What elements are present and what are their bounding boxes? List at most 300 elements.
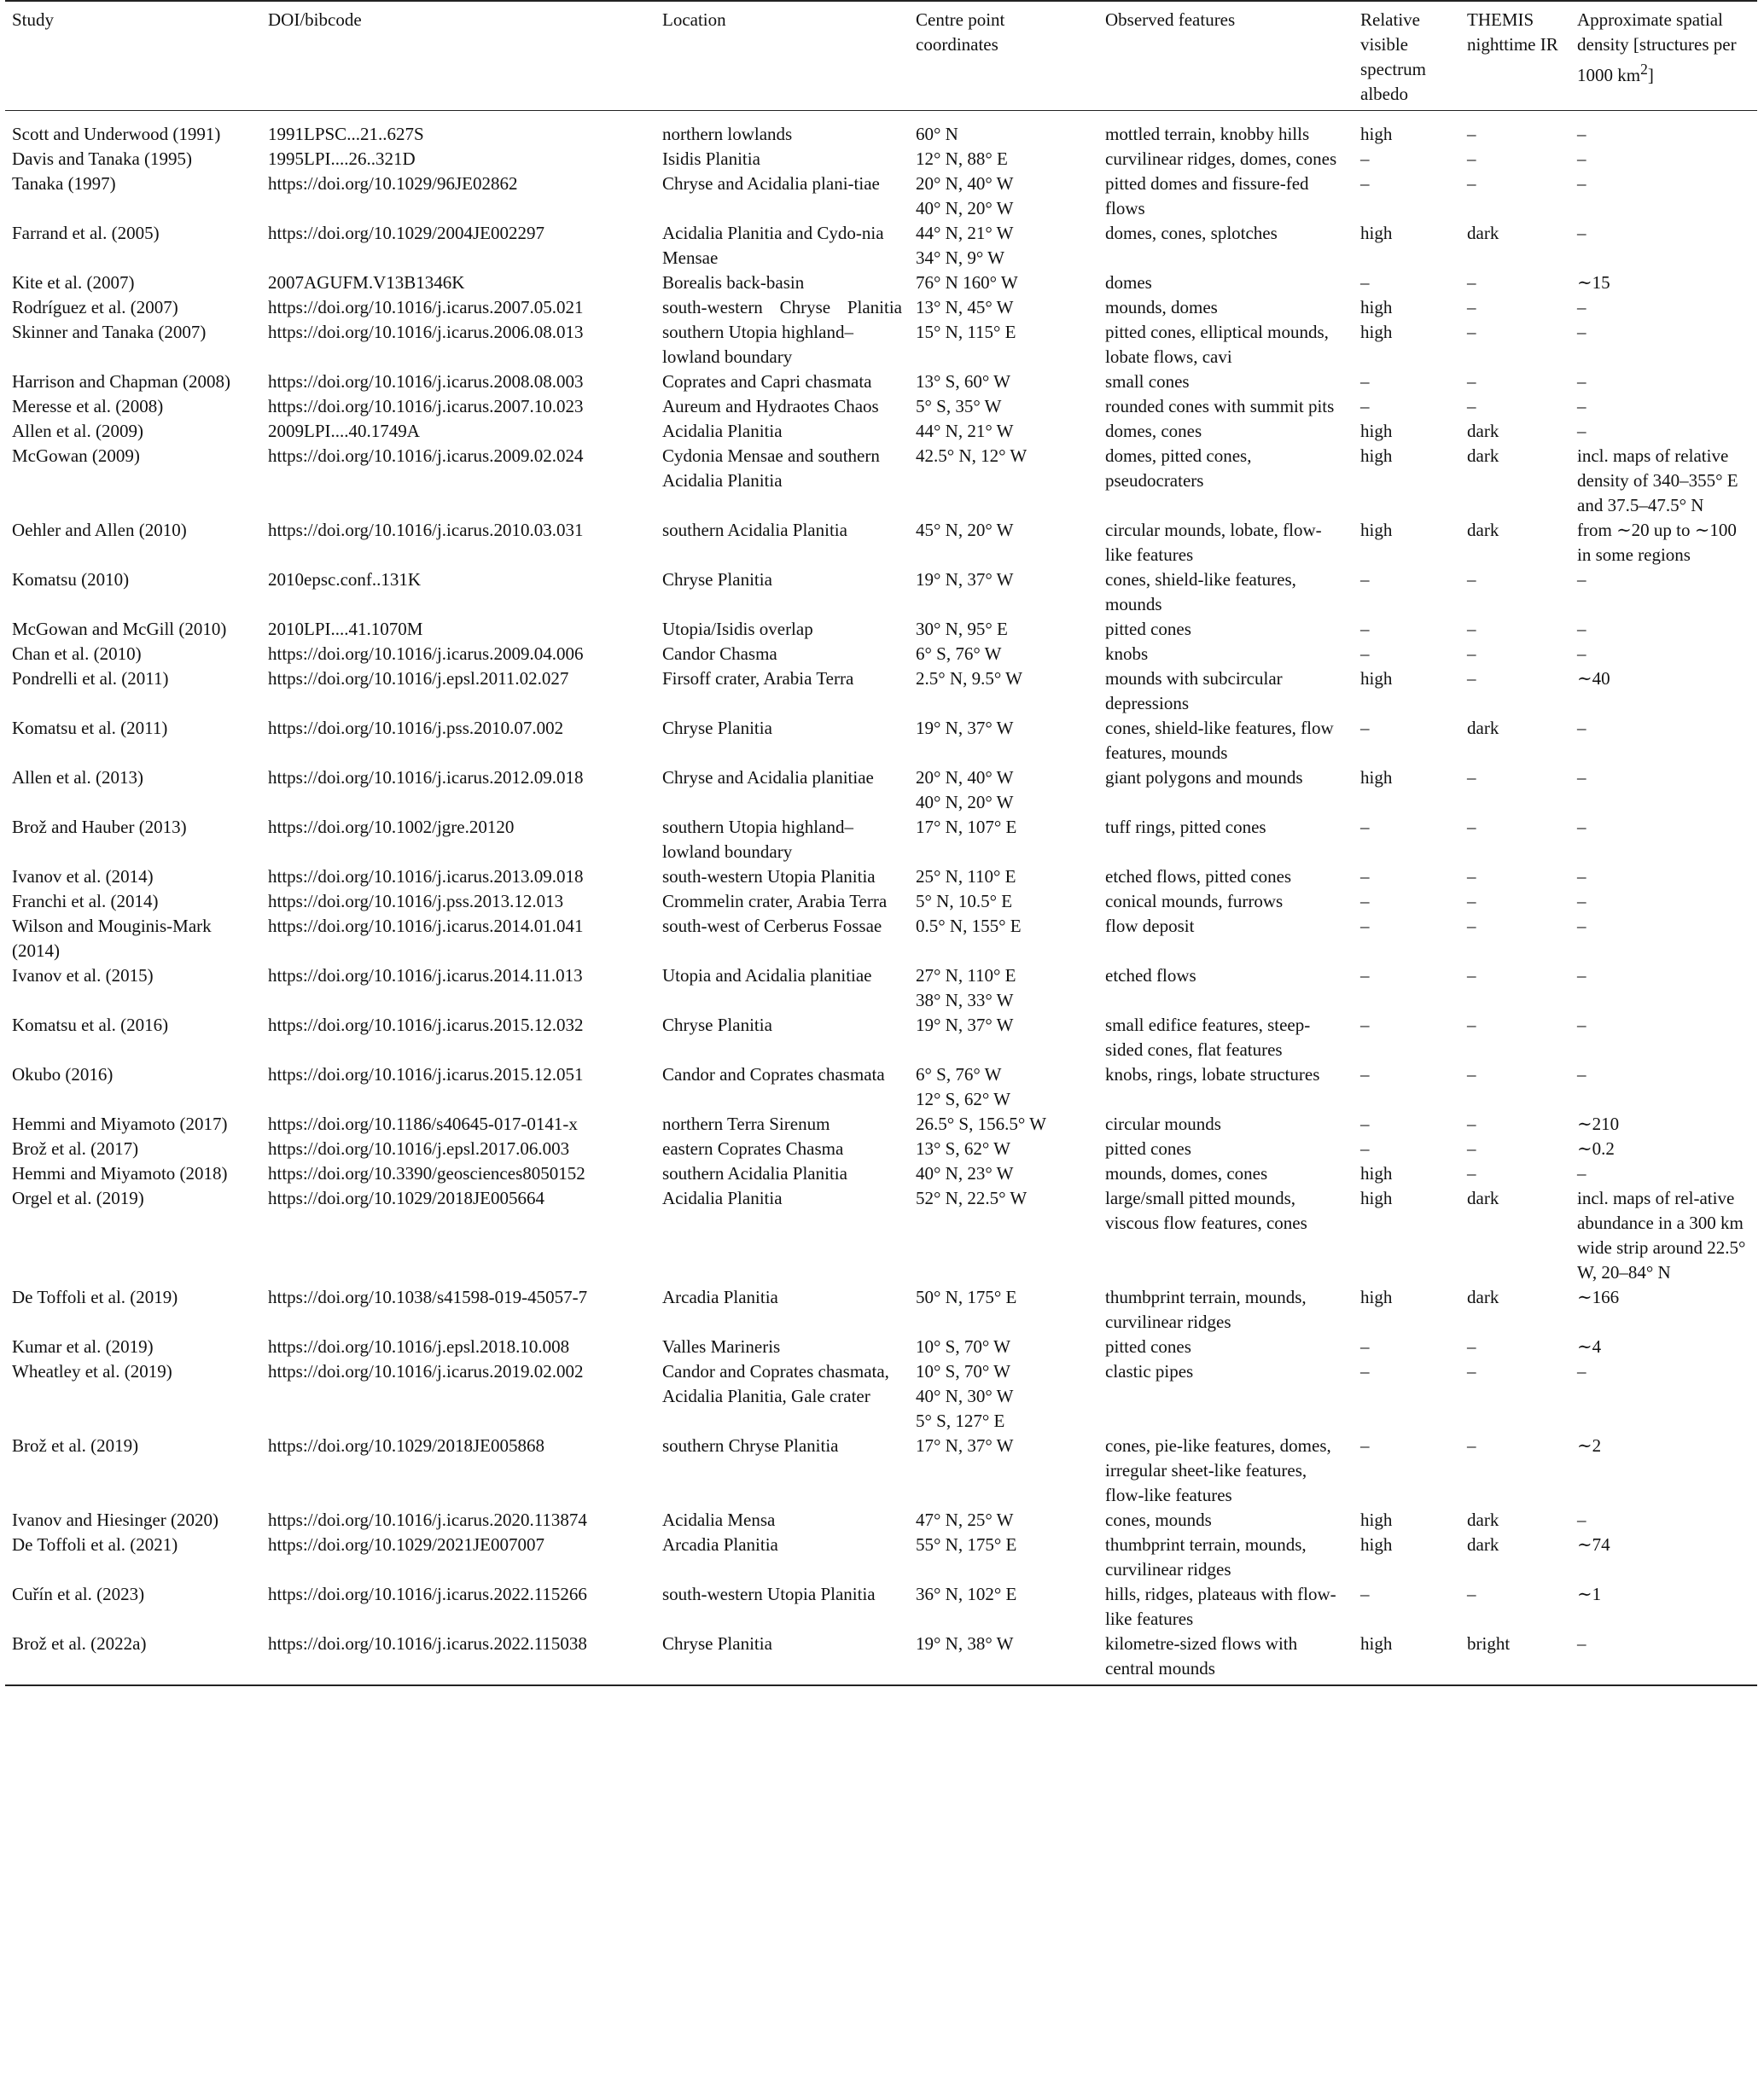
- cell-location: Chryse Planitia: [662, 1014, 772, 1035]
- table-row: [5, 666, 1757, 716]
- header-location: Location: [655, 1, 909, 110]
- cell-features: clastic pipes: [1105, 1360, 1194, 1382]
- cell-themis: dark: [1467, 1533, 1499, 1555]
- table-row: [5, 518, 1757, 567]
- cell-study: Brož and Hauber (2013): [12, 816, 187, 837]
- cell-study: Wheatley et al. (2019): [12, 1360, 172, 1382]
- cell-doi: https://doi.org/10.1016/j.icarus.2007.10.023: [268, 395, 584, 416]
- cell-study: Allen et al. (2013): [12, 766, 143, 788]
- table-row: [5, 1632, 1757, 1685]
- cell-themis: dark: [1467, 717, 1499, 738]
- cell-coordinates: 47° N, 25° W: [916, 1509, 1014, 1530]
- cell-density: –: [1577, 915, 1586, 936]
- header-row: [5, 1, 1757, 110]
- cell-density: –: [1577, 123, 1586, 144]
- cell-themis: –: [1467, 1063, 1476, 1085]
- cell-features: pitted cones: [1105, 618, 1191, 639]
- cell-features: mounds with subcircular depressions: [1105, 667, 1283, 713]
- table-row: [5, 320, 1757, 369]
- cell-coordinates: 40° N, 23° W: [916, 1162, 1014, 1184]
- table-row: [5, 1434, 1757, 1508]
- cell-features: curvilinear ridges, domes, cones: [1105, 148, 1337, 169]
- table-row: [5, 1582, 1757, 1632]
- table-row: [5, 1335, 1757, 1359]
- cell-doi: https://doi.org/10.1016/j.icarus.2010.03.031: [268, 519, 584, 540]
- cell-study: Skinner and Tanaka (2007): [12, 321, 207, 342]
- cell-albedo: –: [1360, 1360, 1370, 1382]
- cell-location: northern lowlands: [662, 123, 793, 144]
- cell-albedo: –: [1360, 271, 1370, 293]
- cell-location: Chryse Planitia: [655, 1632, 909, 1685]
- cell-albedo: high: [1360, 321, 1393, 342]
- cell-density: –: [1577, 568, 1586, 590]
- table-row: [5, 147, 1757, 172]
- table-row: [5, 419, 1757, 444]
- cell-doi: https://doi.org/10.1016/j.icarus.2007.05.021: [268, 296, 584, 317]
- cell-density: –: [1577, 1360, 1586, 1382]
- cell-density: –: [1577, 370, 1586, 392]
- cell-themis: –: [1467, 1583, 1476, 1604]
- cell-features: pitted cones, elliptical mounds, lobate flows, cavi: [1105, 321, 1329, 367]
- cell-coordinates: 52° N, 22.5° W: [916, 1187, 1028, 1208]
- cell-features: knobs: [1105, 643, 1149, 664]
- cell-themis: –: [1467, 618, 1476, 639]
- cell-density: incl. maps of relative density of 340–355° E and 37.5–47.5° N: [1577, 445, 1738, 515]
- cell-location: Aureum and Hydraotes Chaos: [662, 395, 879, 416]
- cell-features: pitted cones: [1105, 1138, 1191, 1159]
- cell-features: etched flows: [1105, 964, 1196, 986]
- cell-doi: https://doi.org/10.1029/2018JE005664: [268, 1187, 544, 1208]
- cell-density: –: [1577, 618, 1586, 639]
- cell-study: Orgel et al. (2019): [12, 1187, 144, 1208]
- cell-themis: –: [1467, 816, 1476, 837]
- cell-albedo: –: [1360, 148, 1370, 169]
- cell-albedo: –: [1360, 370, 1370, 392]
- cell-doi: https://doi.org/10.1186/s40645-017-0141-x: [268, 1113, 578, 1134]
- cell-density: –: [1577, 1509, 1586, 1530]
- cell-location: Crommelin crater, Arabia Terra: [662, 890, 888, 911]
- table-row: [5, 295, 1757, 320]
- cell-features: domes, cones: [1105, 420, 1202, 441]
- cell-themis: bright: [1460, 1632, 1570, 1685]
- cell-density: incl. maps of rel-ative abundance in a 300 km wide strip around 22.5° W, 20–84° N: [1577, 1187, 1746, 1283]
- cell-density: ∼0.2: [1577, 1138, 1615, 1159]
- table-row: [5, 963, 1757, 1013]
- cell-density: –: [1577, 643, 1586, 664]
- cell-study: Okubo (2016): [12, 1063, 114, 1085]
- cell-features: large/small pitted mounds, viscous flow features, cones: [1105, 1187, 1307, 1233]
- cell-location: Acidalia Planitia: [662, 420, 783, 441]
- cell-albedo: –: [1360, 643, 1370, 664]
- cell-density: –: [1577, 816, 1586, 837]
- cell-themis: –: [1467, 964, 1476, 986]
- cell-coordinates: 15° N, 115° E: [916, 321, 1016, 342]
- cell-coordinates: 30° N, 95° E: [916, 618, 1008, 639]
- cell-study: Davis and Tanaka (1995): [12, 148, 192, 169]
- cell-density: –: [1577, 321, 1586, 342]
- cell-features: mounds, domes, cones: [1105, 1162, 1268, 1184]
- cell-location: southern Acidalia Planitia: [662, 1162, 847, 1184]
- header-themis: THEMIS nighttime IR: [1460, 1, 1570, 110]
- cell-albedo: high: [1360, 123, 1393, 144]
- table-row: [5, 369, 1757, 394]
- cell-doi: https://doi.org/10.1016/j.icarus.2022.115266: [268, 1583, 587, 1604]
- cell-coordinates: 10° S, 70° W 40° N, 30° W 5° S, 127° E: [916, 1360, 1014, 1431]
- cell-albedo: high: [1360, 296, 1393, 317]
- cell-location: south-western Chryse Planitia: [662, 296, 902, 317]
- cell-study: Rodríguez et al. (2007): [12, 296, 178, 317]
- table-row: [5, 1533, 1757, 1582]
- cell-doi: https://doi.org/10.1016/j.icarus.2015.12.051: [268, 1063, 584, 1085]
- cell-location: southern Acidalia Planitia: [662, 519, 847, 540]
- cell-density: –: [1577, 865, 1586, 887]
- cell-location: Valles Marineris: [662, 1335, 781, 1357]
- cell-coordinates: 13° N, 45° W: [916, 296, 1014, 317]
- cell-doi: 2010epsc.conf..131K: [268, 568, 422, 590]
- cell-coordinates: 44° N, 21° W 34° N, 9° W: [916, 222, 1014, 268]
- cell-themis: –: [1467, 172, 1476, 194]
- cell-density: –: [1577, 172, 1586, 194]
- cell-location: Chryse and Acidalia planitiae: [662, 766, 874, 788]
- cell-density: ∼74: [1577, 1533, 1610, 1555]
- cell-themis: –: [1467, 1138, 1476, 1159]
- cell-density: –: [1577, 1063, 1586, 1085]
- cell-coordinates: 19° N, 37° W: [916, 1014, 1014, 1035]
- cell-albedo: high: [1360, 1187, 1393, 1208]
- cell-albedo: –: [1360, 1014, 1370, 1035]
- cell-study: De Toffoli et al. (2019): [12, 1286, 178, 1307]
- cell-study: Ivanov et al. (2015): [12, 964, 154, 986]
- cell-location: southern Utopia highland–lowland boundary: [662, 816, 853, 862]
- cell-doi: https://doi.org/10.1016/j.icarus.2014.11.013: [268, 964, 583, 986]
- cell-doi: https://doi.org/10.1016/j.epsl.2017.06.003: [268, 1138, 570, 1159]
- table-row: [5, 1186, 1757, 1285]
- cell-coordinates: 17° N, 37° W: [916, 1434, 1014, 1456]
- cell-doi: https://doi.org/10.1029/2021JE007007: [268, 1533, 544, 1555]
- cell-albedo: –: [1360, 1583, 1370, 1604]
- cell-albedo: high: [1360, 1162, 1393, 1184]
- table-row: [5, 110, 1757, 147]
- table-row: [5, 1062, 1757, 1112]
- cell-themis: –: [1467, 915, 1476, 936]
- cell-density: –: [1577, 717, 1586, 738]
- cell-albedo: –: [1360, 865, 1370, 887]
- cell-features: etched flows, pitted cones: [1105, 865, 1292, 887]
- cell-study: Hemmi and Miyamoto (2017): [12, 1113, 228, 1134]
- cell-study: Kumar et al. (2019): [12, 1335, 154, 1357]
- cell-study: De Toffoli et al. (2021): [12, 1533, 178, 1555]
- table-row: [5, 1013, 1757, 1062]
- cell-coordinates: 44° N, 21° W: [916, 420, 1014, 441]
- cell-doi: https://doi.org/10.1016/j.epsl.2018.10.008: [268, 1335, 570, 1357]
- cell-location: Arcadia Planitia: [662, 1286, 778, 1307]
- cell-study: McGowan and McGill (2010): [12, 618, 227, 639]
- cell-albedo: high: [1354, 1632, 1460, 1685]
- table-row: [5, 1508, 1757, 1533]
- cell-doi: https://doi.org/10.3390/geosciences8050152: [268, 1162, 585, 1184]
- cell-albedo: –: [1360, 890, 1370, 911]
- cell-density: –: [1577, 890, 1586, 911]
- cell-location: Candor and Coprates chasmata, Acidalia Planitia, Gale crater: [662, 1360, 889, 1406]
- cell-features: rounded cones with summit pits: [1105, 395, 1335, 416]
- table-row: [5, 914, 1757, 963]
- cell-albedo: high: [1360, 519, 1393, 540]
- header-coordinates: Centre point coordinates: [909, 1, 1098, 110]
- cell-doi: https://doi.org/10.1016/j.pss.2013.12.013: [268, 890, 564, 911]
- header-density-text: Approximate spatial density [structures per 1000 km: [1577, 9, 1737, 85]
- table-body: [5, 110, 1757, 1685]
- cell-study: Harrison and Chapman (2008): [12, 370, 231, 392]
- cell-albedo: high: [1360, 766, 1393, 788]
- cell-albedo: –: [1360, 568, 1370, 590]
- cell-features: thumbprint terrain, mounds, curvilinear ridges: [1105, 1533, 1307, 1580]
- header-features: Observed features: [1098, 1, 1354, 110]
- table-row: [5, 221, 1757, 271]
- cell-albedo: –: [1360, 1138, 1370, 1159]
- cell-location: Chryse and Acidalia plani-tiae: [662, 172, 880, 194]
- cell-albedo: high: [1360, 1286, 1393, 1307]
- cell-themis: –: [1467, 568, 1476, 590]
- cell-coordinates: 76° N 160° W: [916, 271, 1018, 293]
- table-row: [5, 444, 1757, 518]
- cell-albedo: high: [1360, 420, 1393, 441]
- cell-features: circular mounds: [1105, 1113, 1221, 1134]
- cell-features: flow deposit: [1105, 915, 1195, 936]
- cell-themis: dark: [1467, 420, 1499, 441]
- cell-themis: dark: [1467, 1187, 1499, 1208]
- cell-study: Franchi et al. (2014): [12, 890, 159, 911]
- cell-location: Chryse Planitia: [662, 717, 772, 738]
- cell-density: –: [1577, 420, 1586, 441]
- cell-location: south-western Utopia Planitia: [662, 1583, 876, 1604]
- table-row: [5, 1285, 1757, 1335]
- cell-albedo: –: [1360, 915, 1370, 936]
- table-row: [5, 642, 1757, 666]
- cell-doi: https://doi.org/10.1016/j.icarus.2008.08.003: [268, 370, 584, 392]
- cell-density: ∼15: [1577, 271, 1610, 293]
- cell-coordinates: 20° N, 40° W 40° N, 20° W: [916, 766, 1014, 812]
- cell-coordinates: 5° N, 10.5° E: [916, 890, 1013, 911]
- cell-features: small edifice features, steep-sided cones, flat features: [1105, 1014, 1311, 1060]
- cell-albedo: high: [1360, 667, 1393, 689]
- cell-coordinates: 10° S, 70° W: [916, 1335, 1010, 1357]
- cell-study: Farrand et al. (2005): [12, 222, 160, 243]
- cell-study: Wilson and Mouginis-Mark (2014): [12, 915, 212, 961]
- cell-doi: https://doi.org/10.1016/j.icarus.2019.02.002: [268, 1360, 584, 1382]
- cell-doi: https://doi.org/10.1016/j.icarus.2006.08.013: [268, 321, 584, 342]
- table-row: [5, 889, 1757, 914]
- cell-themis: –: [1467, 321, 1476, 342]
- cell-features: cones, shield-like features, mounds: [1105, 568, 1296, 614]
- cell-location: Chryse Planitia: [662, 568, 772, 590]
- cell-coordinates: 12° N, 88° E: [916, 148, 1008, 169]
- cell-density: ∼40: [1577, 667, 1610, 689]
- cell-location: eastern Coprates Chasma: [662, 1138, 844, 1159]
- cell-location: Candor Chasma: [662, 643, 777, 664]
- cell-themis: –: [1467, 148, 1476, 169]
- cell-location: southern Utopia highland–lowland boundary: [662, 321, 853, 367]
- cell-doi: https://doi.org/10.1029/2004JE002297: [268, 222, 544, 243]
- cell-coordinates: 6° S, 76° W: [916, 643, 1002, 664]
- cell-location: south-western Utopia Planitia: [662, 865, 876, 887]
- cell-albedo: high: [1360, 1509, 1393, 1530]
- cell-coordinates: 0.5° N, 155° E: [916, 915, 1022, 936]
- cell-doi: 2007AGUFM.V13B1346K: [268, 271, 465, 293]
- cell-density: –: [1577, 1162, 1586, 1184]
- cell-study: Brož et al. (2017): [12, 1138, 139, 1159]
- cell-study: Ivanov and Hiesinger (2020): [12, 1509, 219, 1530]
- cell-doi: https://doi.org/10.1002/jgre.20120: [268, 816, 515, 837]
- cell-features: domes: [1105, 271, 1152, 293]
- cell-themis: –: [1467, 1014, 1476, 1035]
- cell-study: Tanaka (1997): [12, 172, 116, 194]
- cell-location: Acidalia Mensa: [662, 1509, 776, 1530]
- cell-density: –: [1577, 296, 1586, 317]
- table-row: [5, 394, 1757, 419]
- cell-doi: https://doi.org/10.1016/j.icarus.2014.01.041: [268, 915, 584, 936]
- cell-albedo: –: [1360, 395, 1370, 416]
- cell-coordinates: 55° N, 175° E: [916, 1533, 1017, 1555]
- cell-albedo: high: [1360, 1533, 1393, 1555]
- cell-doi: https://doi.org/10.1029/2018JE005868: [268, 1434, 544, 1456]
- cell-density: –: [1577, 964, 1586, 986]
- cell-location: Cydonia Mensae and southern Acidalia Planitia: [662, 445, 880, 491]
- cell-features: cones, shield-like features, flow features, mounds: [1105, 717, 1334, 763]
- table-row: [5, 864, 1757, 889]
- cell-coordinates: 19° N, 37° W: [916, 568, 1014, 590]
- table-row: [5, 1359, 1757, 1434]
- table-row: [5, 765, 1757, 815]
- cell-coordinates: 20° N, 40° W 40° N, 20° W: [916, 172, 1014, 218]
- cell-features: small cones: [1105, 370, 1190, 392]
- cell-themis: –: [1467, 370, 1476, 392]
- cell-coordinates: 42.5° N, 12° W: [916, 445, 1028, 466]
- cell-themis: –: [1467, 1162, 1476, 1184]
- cell-features: pitted domes and fissure-fed flows: [1105, 172, 1309, 218]
- cell-coordinates: 27° N, 110° E 38° N, 33° W: [916, 964, 1016, 1010]
- cell-study: Komatsu (2010): [12, 568, 130, 590]
- cell-location: Candor and Coprates chasmata: [662, 1063, 885, 1085]
- cell-coordinates: 45° N, 20° W: [916, 519, 1014, 540]
- cell-themis: dark: [1467, 222, 1499, 243]
- cell-features: domes, cones, splotches: [1105, 222, 1278, 243]
- studies-table: [5, 0, 1757, 1686]
- table-row: [5, 1137, 1757, 1161]
- cell-study: Oehler and Allen (2010): [12, 519, 187, 540]
- header-doi: DOI/bibcode: [261, 1, 655, 110]
- cell-themis: –: [1467, 1335, 1476, 1357]
- cell-doi: 2009LPI....40.1749A: [268, 420, 420, 441]
- cell-location: southern Chryse Planitia: [662, 1434, 839, 1456]
- cell-study: Brož et al. (2019): [12, 1434, 139, 1456]
- cell-doi: https://doi.org/10.1016/j.icarus.2020.113874: [268, 1509, 587, 1530]
- table-header: [5, 1, 1757, 110]
- cell-doi: https://doi.org/10.1016/j.icarus.2013.09.018: [268, 865, 584, 887]
- cell-density: –: [1577, 766, 1586, 788]
- cell-study: Chan et al. (2010): [12, 643, 142, 664]
- cell-study: Hemmi and Miyamoto (2018): [12, 1162, 228, 1184]
- cell-features: knobs, rings, lobate structures: [1105, 1063, 1320, 1085]
- cell-study: Komatsu et al. (2011): [12, 717, 168, 738]
- cell-coordinates: 5° S, 35° W: [916, 395, 1002, 416]
- cell-density: ∼2: [1577, 1434, 1602, 1456]
- cell-density: –: [1577, 148, 1586, 169]
- cell-albedo: –: [1360, 172, 1370, 194]
- cell-albedo: high: [1360, 445, 1393, 466]
- cell-features: cones, pie-like features, domes, irregular sheet-like features, flow-like features: [1105, 1434, 1331, 1505]
- cell-themis: –: [1467, 766, 1476, 788]
- table-row: [5, 815, 1757, 864]
- table-row: [5, 172, 1757, 221]
- cell-features: domes, pitted cones, pseudocraters: [1105, 445, 1252, 491]
- cell-density: –: [1577, 222, 1586, 243]
- cell-albedo: –: [1360, 1063, 1370, 1085]
- cell-doi: https://doi.org/10.1016/j.icarus.2022.115038: [261, 1632, 655, 1685]
- cell-density: –: [1577, 1014, 1586, 1035]
- cell-themis: dark: [1467, 1509, 1499, 1530]
- cell-location: Firsoff crater, Arabia Terra: [662, 667, 854, 689]
- cell-coordinates: 60° N: [916, 123, 958, 144]
- cell-location: Arcadia Planitia: [662, 1533, 778, 1555]
- header-density-exponent: 2: [1640, 61, 1648, 78]
- cell-themis: dark: [1467, 1286, 1499, 1307]
- cell-albedo: –: [1360, 618, 1370, 639]
- cell-features: cones, mounds: [1105, 1509, 1212, 1530]
- cell-density: from ∼20 up to ∼100 in some regions: [1577, 519, 1737, 565]
- cell-features: giant polygons and mounds: [1105, 766, 1303, 788]
- cell-coordinates: 13° S, 62° W: [916, 1138, 1010, 1159]
- cell-study: Cuřín et al. (2023): [12, 1583, 145, 1604]
- cell-themis: –: [1467, 395, 1476, 416]
- cell-location: Isidis Planitia: [662, 148, 760, 169]
- cell-doi: https://doi.org/10.1029/96JE02862: [268, 172, 518, 194]
- cell-study: Brož et al. (2022a): [5, 1632, 261, 1685]
- cell-albedo: –: [1360, 717, 1370, 738]
- cell-features: pitted cones: [1105, 1335, 1191, 1357]
- cell-albedo: –: [1360, 1113, 1370, 1134]
- cell-doi: https://doi.org/10.1016/j.icarus.2009.04.006: [268, 643, 584, 664]
- cell-coordinates: 26.5° S, 156.5° W: [916, 1113, 1046, 1134]
- cell-location: south-west of Cerberus Fossae: [662, 915, 882, 936]
- cell-themis: –: [1467, 667, 1476, 689]
- cell-features: circular mounds, lobate, flow-like features: [1105, 519, 1322, 565]
- cell-doi: https://doi.org/10.1016/j.icarus.2012.09.018: [268, 766, 584, 788]
- cell-themis: dark: [1467, 519, 1499, 540]
- cell-location: Utopia/Isidis overlap: [662, 618, 813, 639]
- cell-themis: –: [1467, 123, 1476, 144]
- cell-coordinates: 25° N, 110° E: [916, 865, 1016, 887]
- cell-density: ∼4: [1577, 1335, 1602, 1357]
- cell-location: Utopia and Acidalia planitiae: [662, 964, 872, 986]
- cell-coordinates: 19° N, 37° W: [916, 717, 1014, 738]
- cell-coordinates: 50° N, 175° E: [916, 1286, 1017, 1307]
- header-study: Study: [5, 1, 261, 110]
- table-row: [5, 567, 1757, 617]
- cell-study: Ivanov et al. (2014): [12, 865, 154, 887]
- cell-study: Kite et al. (2007): [12, 271, 135, 293]
- cell-doi: https://doi.org/10.1016/j.icarus.2015.12.032: [268, 1014, 584, 1035]
- cell-location: Coprates and Capri chasmata: [662, 370, 872, 392]
- cell-coordinates: 6° S, 76° W 12° S, 62° W: [916, 1063, 1010, 1109]
- cell-albedo: –: [1360, 1335, 1370, 1357]
- cell-study: Allen et al. (2009): [12, 420, 143, 441]
- table-row: [5, 716, 1757, 765]
- cell-location: Acidalia Planitia: [662, 1187, 783, 1208]
- cell-doi: 2010LPI....41.1070M: [268, 618, 423, 639]
- cell-albedo: –: [1360, 964, 1370, 986]
- table-row: [5, 617, 1757, 642]
- cell-coordinates: 13° S, 60° W: [916, 370, 1010, 392]
